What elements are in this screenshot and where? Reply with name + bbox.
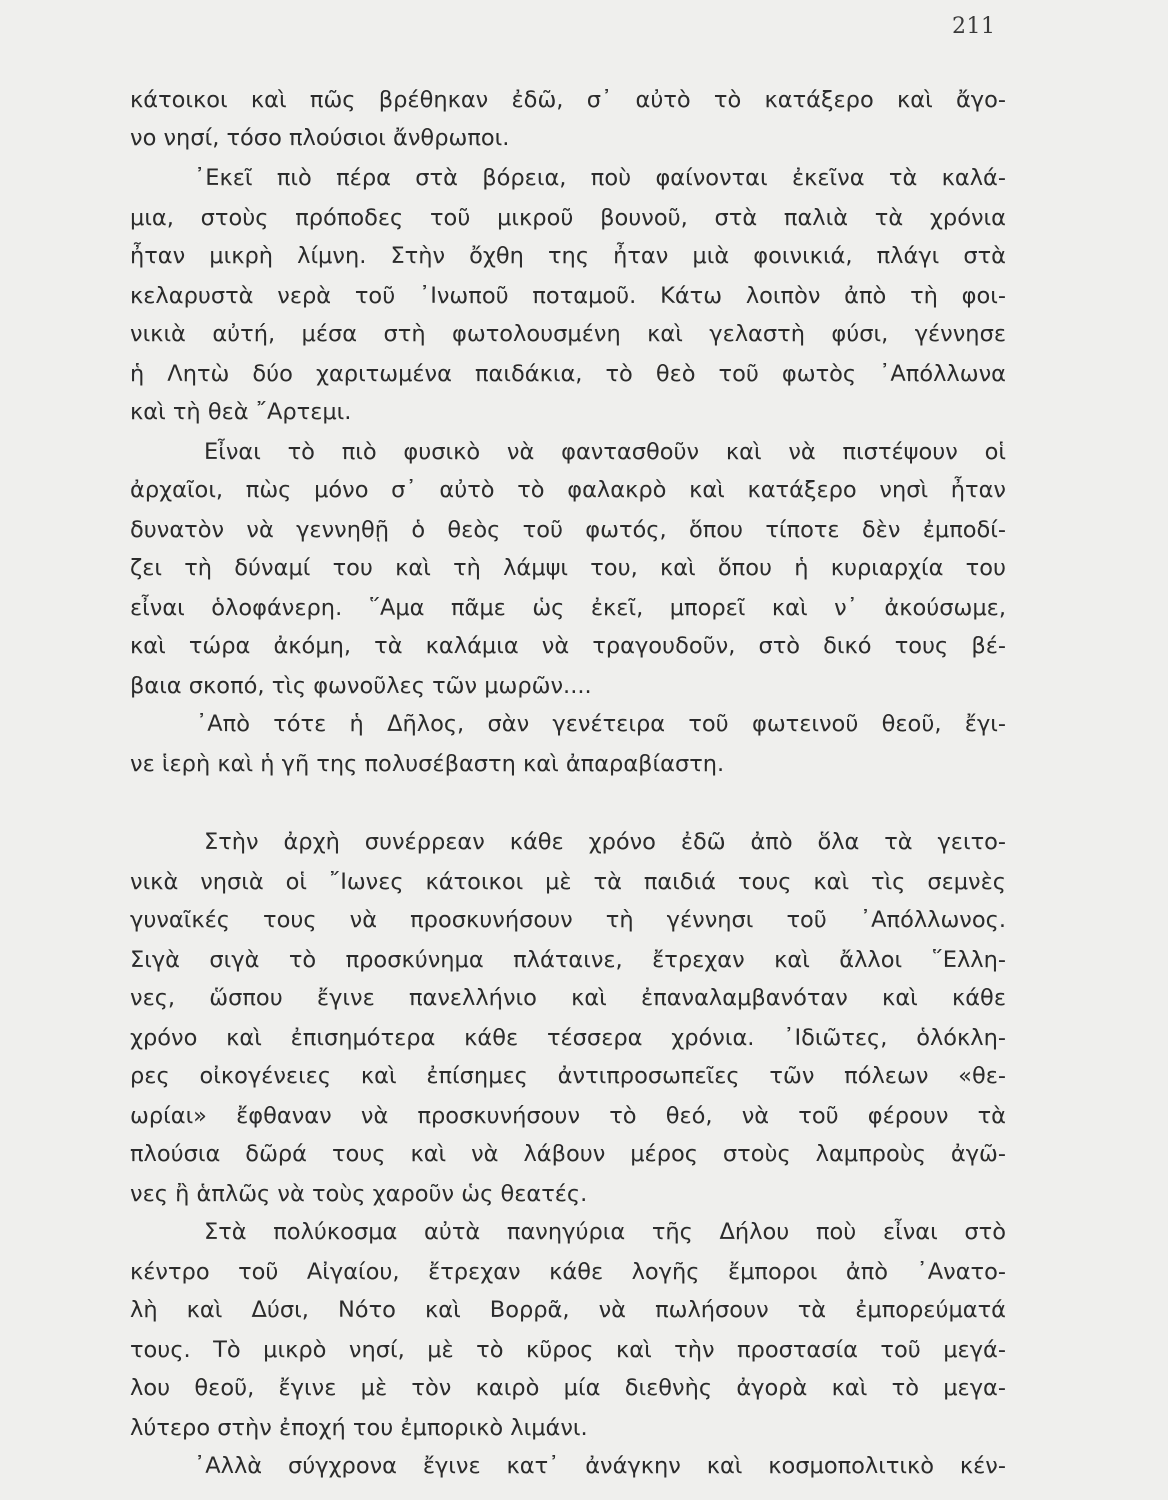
text-line: δυνατὸν νὰ γεννηθῇ ὁ θεὸς τοῦ φωτός, ὅπου τίποτε δὲν ἐμποδί- <box>130 517 1006 543</box>
text-line: καὶ τὴ θεὰ ῎Αρτεμι. <box>130 399 352 425</box>
text-line: Εἶναι τὸ πιὸ φυσικὸ νὰ φαντασθοῦν καὶ νὰ πιστέψουν οἱ <box>204 439 1006 465</box>
text-line: νε ἱερὴ καὶ ἡ γῆ της πολυσέβαστη καὶ ἀπαραβίαστη. <box>130 751 725 777</box>
text-line: Σιγὰ σιγὰ τὸ προσκύνημα πλάταινε, ἔτρεχαν καὶ ἄλλοι ῞Ελλη- <box>130 947 1006 973</box>
text-line: ἀρχαῖοι, πὼς μόνο σ᾽ αὐτὸ τὸ φαλακρὸ καὶ κατάξερο νησὶ ἦταν <box>130 477 1006 503</box>
text-line: ἦταν μικρὴ λίμνη. Στὴν ὄχθη της ἦταν μιὰ φοινικιά, πλάγι στὰ <box>130 243 1006 269</box>
text-line: νο νησί, τόσο πλούσιοι ἄνθρωποι. <box>130 125 510 151</box>
text-line: βαια σκοπό, τὶς φωνοῦλες τῶν μωρῶν.... <box>130 673 592 699</box>
text-line: νικὰ νησιὰ οἱ ῎Ιωνες κάτοικοι μὲ τὰ παιδιά τους καὶ τὶς σεμνὲς <box>130 869 1006 895</box>
text-line: εἶναι ὁλοφάνερη. ῞Αμα πᾶμε ὡς ἐκεῖ, μπορεῖ καὶ ν᾽ ἀκούσωμε, <box>130 595 1006 621</box>
text-line: λύτερο στὴν ἐποχή του ἐμπορικὸ λιμάνι. <box>130 1415 588 1441</box>
text-line: τους. Τὸ μικρὸ νησί, μὲ τὸ κῦρος καὶ τὴν προστασία τοῦ μεγά- <box>130 1337 1006 1363</box>
text-line: νες ἢ ἁπλῶς νὰ τοὺς χαροῦν ὡς θεατές. <box>130 1181 588 1207</box>
text-line: Στὰ πολύκοσμα αὐτὰ πανηγύρια τῆς Δήλου ποὺ εἶναι στὸ <box>204 1219 1006 1245</box>
text-line: κάτοικοι καὶ πῶς βρέθηκαν ἐδῶ, σ᾽ αὐτὸ τὸ κατάξερο καὶ ἄγο- <box>130 87 1006 113</box>
text-line: χρόνο καὶ ἐπισημότερα κάθε τέσσερα χρόνια. ᾽Ιδιῶτες, ὁλόκλη- <box>130 1025 1006 1051</box>
text-line: γυναῖκές τους νὰ προσκυνήσουν τὴ γέννησι τοῦ ᾽Απόλλωνος. <box>130 907 1006 933</box>
text-line: νικιὰ αὐτή, μέσα στὴ φωτολουσμένη καὶ γελαστὴ φύσι, γέννησε <box>130 321 1006 347</box>
text-line: λὴ καὶ Δύσι, Νότο καὶ Βορρᾶ, νὰ πωλήσουν τὰ ἐμπορεύματά <box>130 1297 1006 1323</box>
text-line: κελαρυστὰ νερὰ τοῦ ᾽Ινωποῦ ποταμοῦ. Κάτω λοιπὸν ἀπὸ τὴ φοι- <box>130 283 1006 309</box>
text-line: ᾽Απὸ τότε ἡ Δῆλος, σὰν γενέτειρα τοῦ φωτεινοῦ θεοῦ, ἔγι- <box>196 711 1006 737</box>
text-line: πλούσια δῶρά τους καὶ νὰ λάβουν μέρος στοὺς λαμπροὺς ἀγῶ- <box>130 1141 1006 1167</box>
text-line: μια, στοὺς πρόποδες τοῦ μικροῦ βουνοῦ, στὰ παλιὰ τὰ χρόνια <box>130 205 1006 231</box>
text-line: κέντρο τοῦ Αἰγαίου, ἔτρεχαν κάθε λογῆς ἔμποροι ἀπὸ ᾽Ανατο- <box>130 1259 1006 1285</box>
text-line: Στὴν ἀρχὴ συνέρρεαν κάθε χρόνο ἐδῶ ἀπὸ ὅλα τὰ γειτο- <box>204 829 1006 855</box>
text-line: ωρίαι» ἔφθαναν νὰ προσκυνήσουν τὸ θεό, νὰ τοῦ φέρουν τὰ <box>130 1103 1006 1129</box>
text-line: ἡ Λητὼ δύο χαριτωμένα παιδάκια, τὸ θεὸ τοῦ φωτὸς ᾽Απόλλωνα <box>130 361 1006 387</box>
text-line: καὶ τώρα ἀκόμη, τὰ καλάμια νὰ τραγουδοῦν, στὸ δικό τους βέ- <box>130 633 1006 659</box>
text-line: ρες οἰκογένειες καὶ ἐπίσημες ἀντιπροσωπεῖες τῶν πόλεων «θε- <box>130 1063 1006 1089</box>
text-line: ᾽Αλλὰ σύγχρονα ἔγινε κατ᾽ ἀνάγκην καὶ κοσμοπολιτικὸ κέν- <box>194 1453 1006 1479</box>
page-number: 211 <box>952 14 996 39</box>
text-line: ᾽Εκεῖ πιὸ πέρα στὰ βόρεια, ποὺ φαίνονται ἐκεῖνα τὰ καλά- <box>194 165 1006 191</box>
text-line: νες, ὥσπου ἔγινε πανελλήνιο καὶ ἐπαναλαμβανόταν καὶ κάθε <box>130 985 1006 1011</box>
text-line: λου θεοῦ, ἔγινε μὲ τὸν καιρὸ μία διεθνὴς ἀγορὰ καὶ τὸ μεγα- <box>130 1375 1006 1401</box>
text-line: ζει τὴ δύναμί του καὶ τὴ λάμψι του, καὶ ὅπου ἡ κυριαρχία του <box>130 555 1006 581</box>
